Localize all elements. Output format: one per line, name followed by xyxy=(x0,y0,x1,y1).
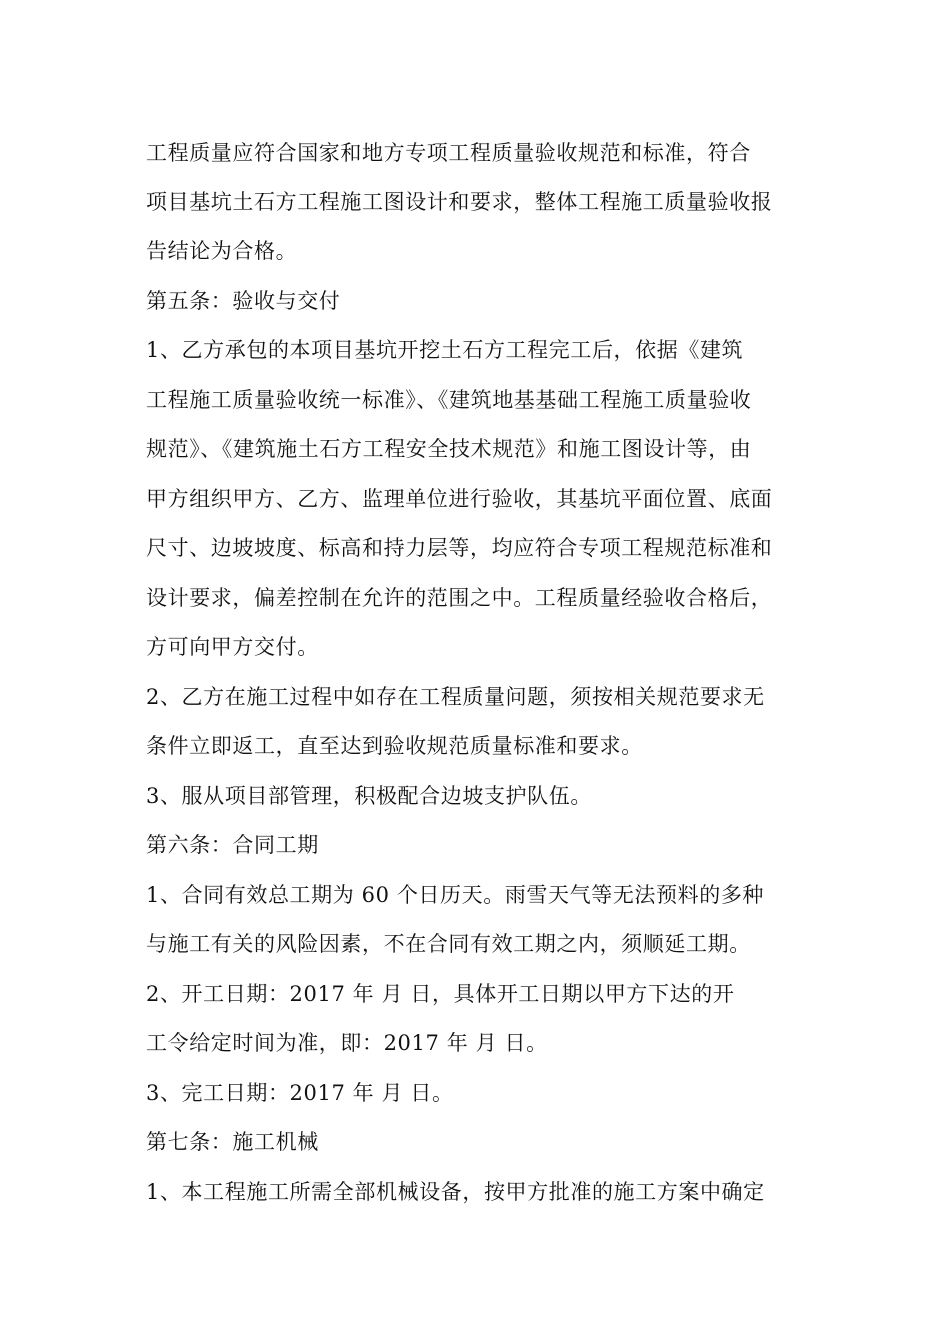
text-line: 2、乙方在施工过程中如存在工程质量问题，须按相关规范要求无 xyxy=(146,685,765,709)
text-line: 3、完工日期：2017 年 月 日。 xyxy=(146,1081,454,1105)
text-line: 1、乙方承包的本项目基坑开挖土石方工程完工后，依据《建筑 xyxy=(146,338,744,362)
text-line: 工程质量应符合国家和地方专项工程质量验收规范和标准，符合 xyxy=(146,141,751,165)
text-line: 2、开工日期：2017 年 月 日，具体开工日期以甲方下达的开 xyxy=(146,982,735,1006)
text-line: 3、服从项目部管理，积极配合边坡支护队伍。 xyxy=(146,784,592,808)
text-line: 条件立即返工，直至达到验收规范质量标准和要求。 xyxy=(146,734,643,758)
text-line: 方可向甲方交付。 xyxy=(146,635,319,659)
text-line: 工令给定时间为准，即：2017 年 月 日。 xyxy=(146,1031,548,1055)
text-line: 1、合同有效总工期为 60 个日历天。雨雪天气等无法预料的多种 xyxy=(146,883,765,907)
text-line: 1、本工程施工所需全部机械设备，按甲方批准的施工方案中确定 xyxy=(146,1180,765,1204)
text-line: 设计要求，偏差控制在允许的范围之中。工程质量经验收合格后， xyxy=(146,586,773,610)
text-line: 告结论为合格。 xyxy=(146,239,298,263)
text-line: 工程施工质量验收统一标准》、《建筑地基基础工程施工质量验收 xyxy=(146,388,752,412)
text-line: 规范》、《建筑施土石方工程安全技术规范》和施工图设计等，由 xyxy=(146,437,752,461)
section-heading: 第六条：合同工期 xyxy=(146,833,319,857)
text-line: 与施工有关的风险因素，不在合同有效工期之内，须顺延工期。 xyxy=(146,932,751,956)
section-heading: 第七条：施工机械 xyxy=(146,1130,319,1154)
text-line: 项目基坑土石方工程施工图设计和要求，整体工程施工质量验收报 xyxy=(146,190,773,214)
text-line: 甲方组织甲方、乙方、监理单位进行验收，其基坑平面位置、底面 xyxy=(146,487,773,511)
section-heading: 第五条：验收与交付 xyxy=(146,289,341,313)
text-line: 尺寸、边坡坡度、标高和持力层等，均应符合专项工程规范标准和 xyxy=(146,536,773,560)
